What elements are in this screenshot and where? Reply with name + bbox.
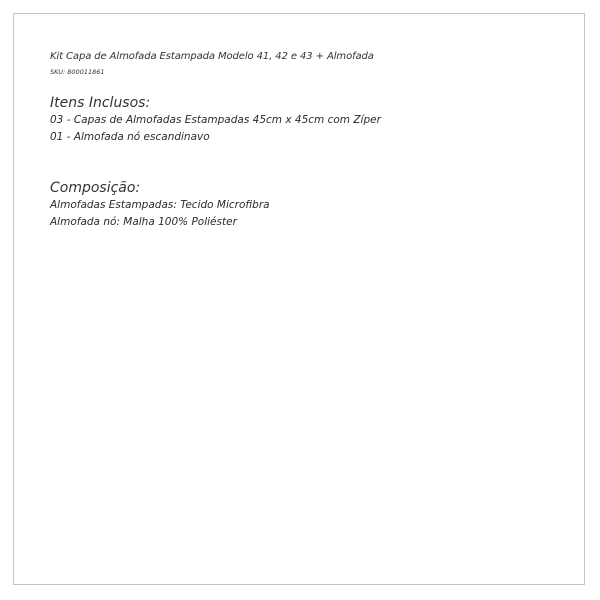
items-section (50, 94, 600, 145)
composition-line: Almofadas Estampadas: Tecido Microfibra (50, 199, 270, 211)
product-info (50, 46, 600, 230)
product-title: Kit Capa de Almofada Estampada Modelo 41, 42 e 43 + Almofada (50, 51, 374, 62)
item-line: 01 - Almofada nó escandinavo (50, 130, 210, 143)
composition-section (50, 179, 600, 230)
product-sku: SKU: 800011861 (50, 68, 105, 76)
composition-heading: Composição: (50, 180, 141, 196)
items-heading: Itens Inclusos: (50, 95, 151, 111)
composition-line: Almofada nó: Malha 100% Poliéster (50, 215, 237, 228)
item-line: 03 - Capas de Almofadas Estampadas 45cm x 45cm com Zíper (50, 114, 381, 126)
